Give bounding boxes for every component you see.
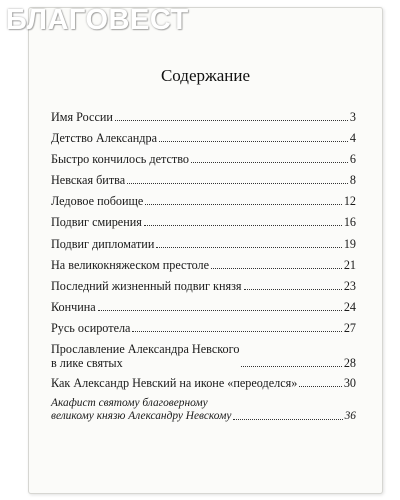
dot-leader bbox=[145, 204, 341, 205]
toc-entry-title: Ледовое побоище bbox=[51, 194, 144, 209]
toc-entry-title: Быстро кончилось детство bbox=[51, 152, 189, 167]
toc-entry-title: Подвиг дипломатии bbox=[51, 236, 155, 251]
dot-leader bbox=[144, 225, 342, 226]
dot-leader bbox=[159, 141, 348, 142]
toc-entry bbox=[51, 237, 356, 251]
dot-leader bbox=[156, 247, 341, 248]
toc-entry-title-line: Акафист святому благоверному bbox=[51, 397, 208, 410]
toc-entry bbox=[51, 279, 356, 293]
toc-entry bbox=[51, 300, 356, 314]
toc-entry bbox=[51, 321, 356, 335]
toc-entry-page: 23 bbox=[343, 278, 356, 293]
toc-entry-title: Подвиг смирения bbox=[51, 215, 142, 230]
toc-entry bbox=[51, 152, 356, 166]
toc-entry-page: 16 bbox=[343, 215, 356, 230]
toc-entry-title: Невская битва bbox=[51, 173, 126, 188]
dot-leader bbox=[98, 310, 342, 311]
book-page bbox=[28, 7, 383, 494]
toc-entry bbox=[51, 215, 356, 229]
toc-entry bbox=[51, 342, 356, 370]
toc-entry-title: Последний жизненный подвиг князя bbox=[51, 278, 242, 293]
toc-entry-title: На великокняжеском престоле bbox=[51, 257, 210, 272]
toc-entry bbox=[51, 397, 356, 423]
toc-entry bbox=[51, 173, 356, 187]
toc-entry-title-line: великому князю Александру Невскому bbox=[51, 410, 232, 423]
toc-entry-page: 6 bbox=[349, 152, 356, 167]
dot-leader bbox=[233, 419, 342, 420]
toc-entry-title bbox=[51, 342, 239, 370]
toc-entry-title-line: в лике святых bbox=[51, 356, 123, 371]
toc-entry-title: Как Александр Невский на иконе «переоделся» bbox=[51, 376, 298, 391]
toc-entry-page: 28 bbox=[343, 356, 356, 371]
dot-leader bbox=[241, 366, 341, 367]
toc-entry-title: Русь осиротела bbox=[51, 320, 131, 335]
dot-leader bbox=[211, 268, 342, 269]
dot-leader bbox=[191, 162, 348, 163]
toc-entry-page: 24 bbox=[343, 299, 356, 314]
toc-entry bbox=[51, 110, 356, 124]
toc-entry bbox=[51, 131, 356, 145]
toc-entry-page: 4 bbox=[349, 131, 356, 146]
toc-entry bbox=[51, 376, 356, 390]
toc-entry-page: 27 bbox=[343, 320, 356, 335]
page-title: Содержание bbox=[160, 66, 251, 85]
toc-entry bbox=[51, 194, 356, 208]
toc-entry-title: Детство Александра bbox=[51, 131, 157, 146]
toc-entry-title: Имя России bbox=[51, 110, 113, 124]
table-of-contents bbox=[51, 110, 356, 430]
toc-entry-page: 30 bbox=[343, 376, 356, 391]
toc-entry-page: 3 bbox=[349, 110, 356, 124]
dot-leader bbox=[127, 183, 348, 184]
watermark-logo: БЛАГОВЕСТ bbox=[6, 4, 189, 36]
toc-entry-page: 36 bbox=[344, 410, 356, 423]
toc-entry-page: 21 bbox=[343, 257, 356, 272]
toc-entry-page: 8 bbox=[349, 173, 356, 188]
toc-entry-title: Кончина bbox=[51, 299, 96, 314]
toc-entry-title bbox=[51, 397, 231, 423]
dot-leader bbox=[244, 289, 342, 290]
toc-entry bbox=[51, 258, 356, 272]
dot-leader bbox=[115, 120, 348, 121]
toc-entry-title-line: Прославление Александра Невского bbox=[51, 342, 240, 357]
dot-leader bbox=[299, 386, 341, 387]
toc-entry-page: 19 bbox=[343, 236, 356, 251]
dot-leader bbox=[132, 331, 341, 332]
toc-entry-page: 12 bbox=[343, 194, 356, 209]
